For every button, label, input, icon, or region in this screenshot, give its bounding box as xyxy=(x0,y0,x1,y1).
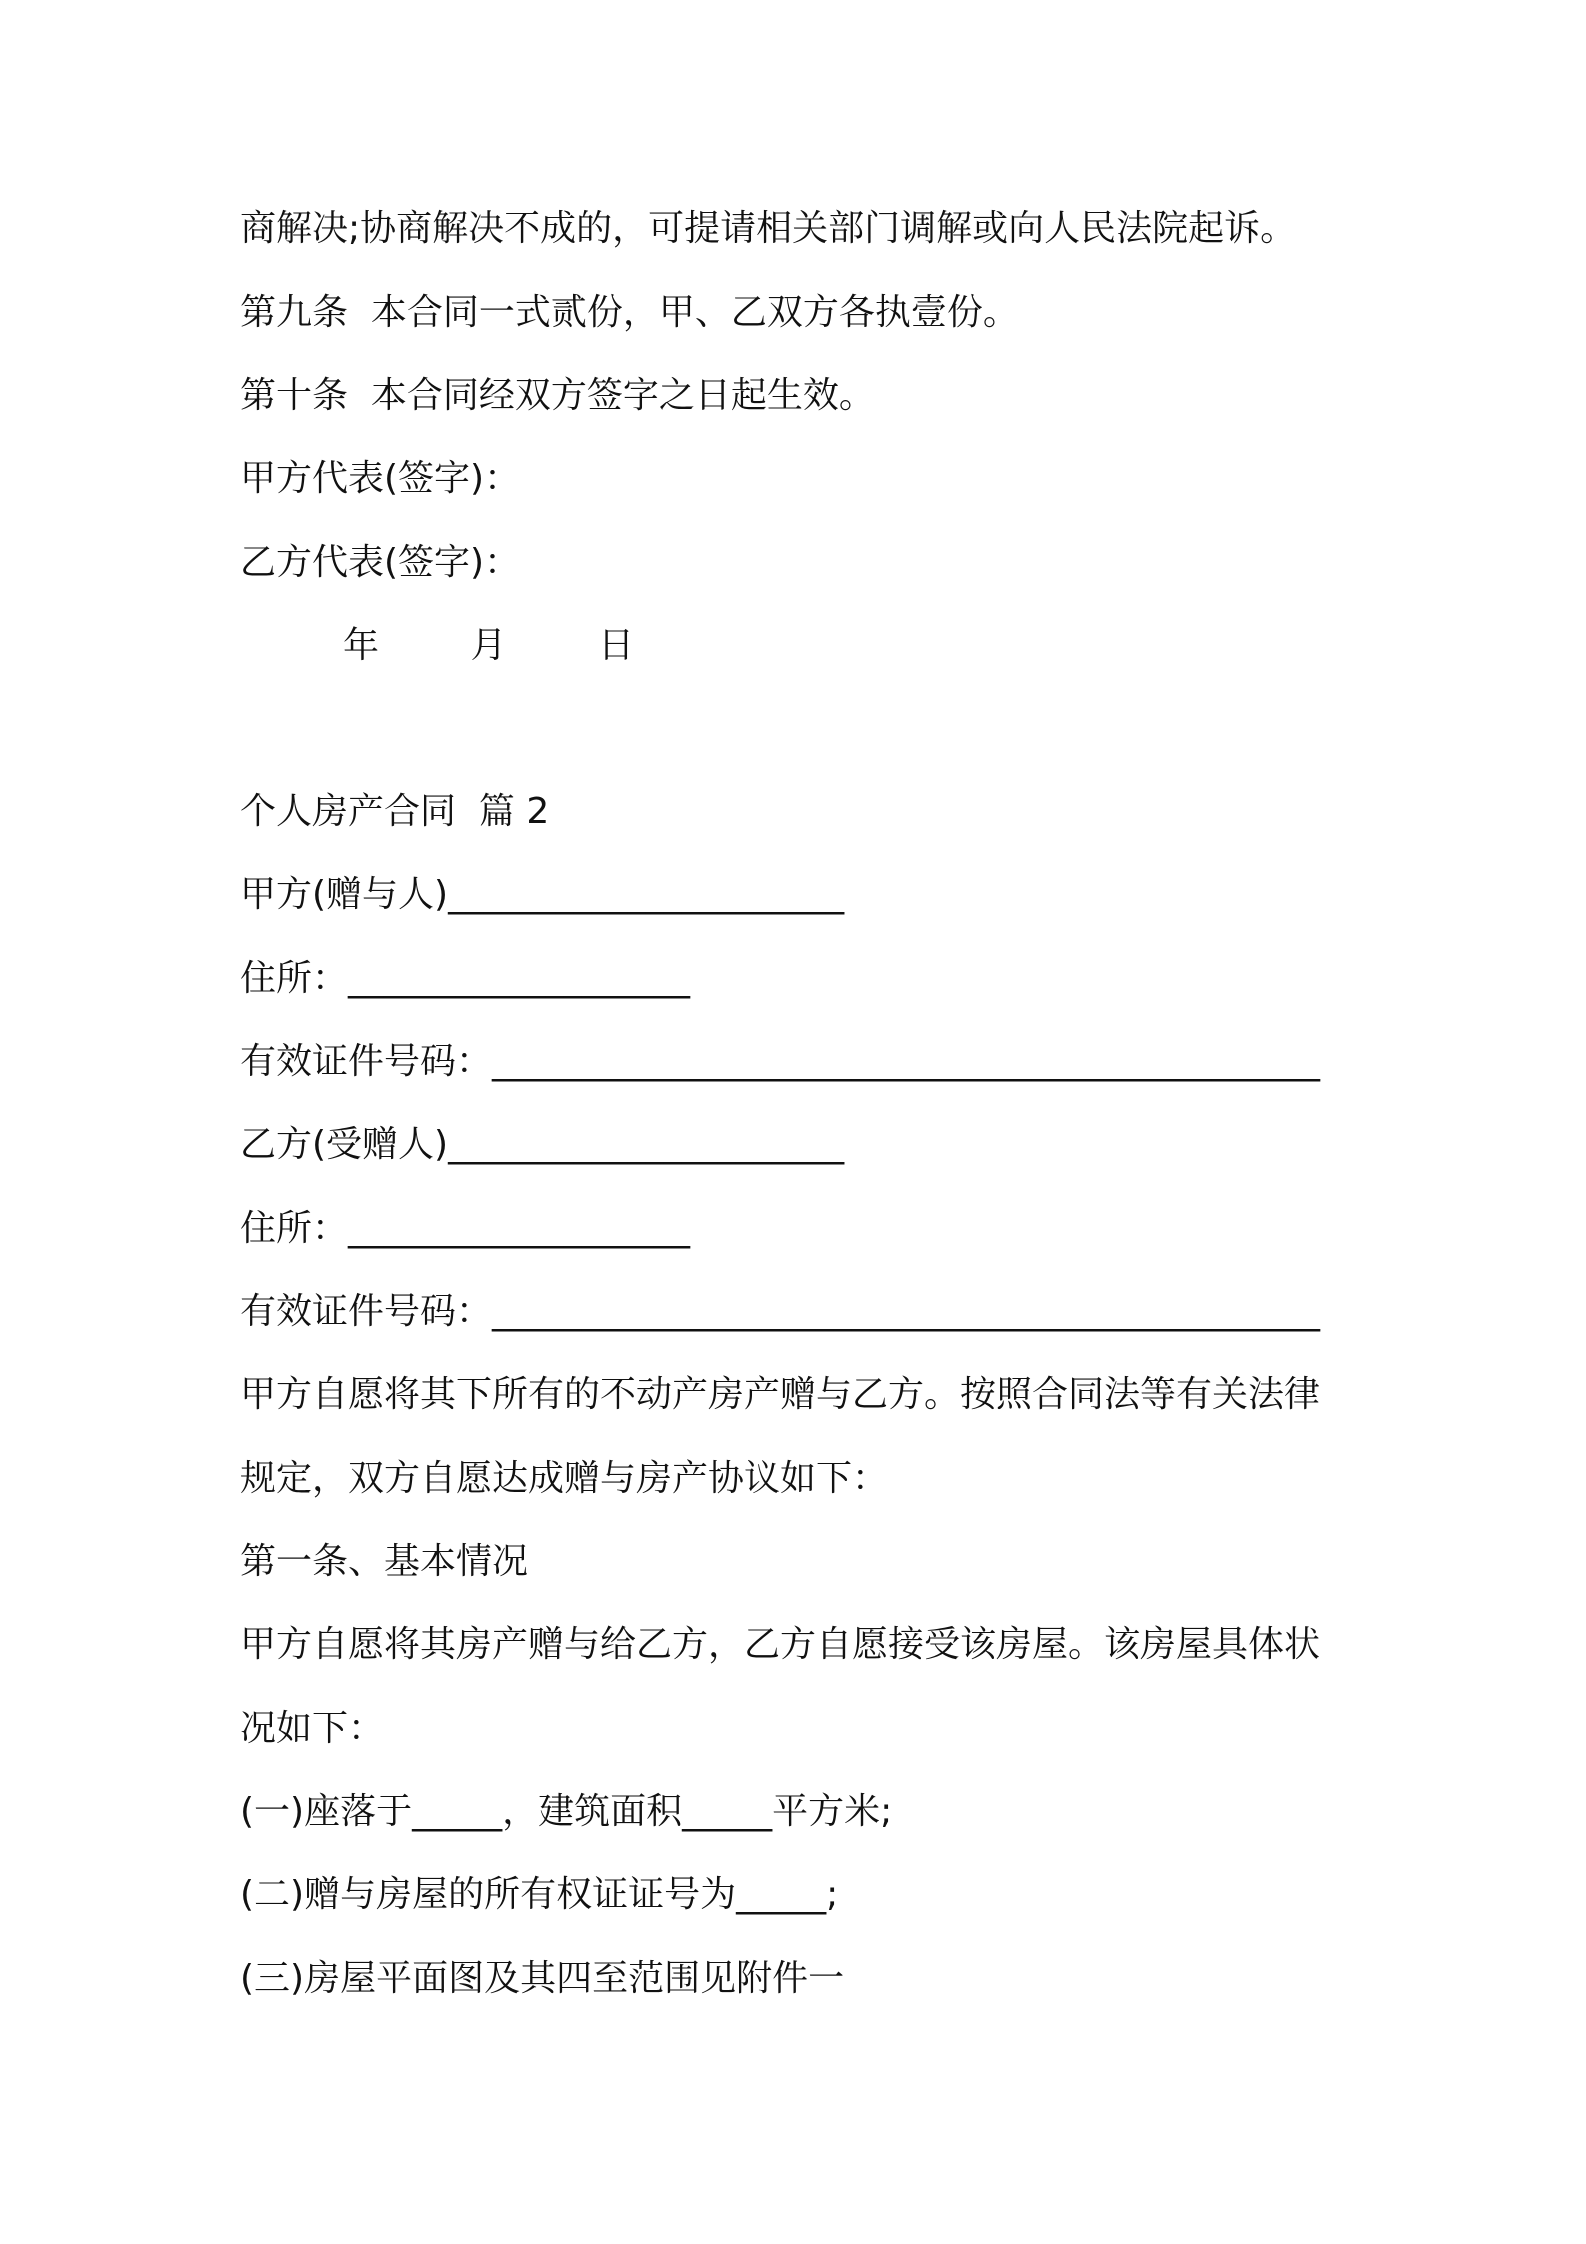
party-b-signature-label: 乙方代表(签字)： xyxy=(240,542,521,583)
item-three-floor-plan: (三)房屋平面图及其四至范围见附件一 xyxy=(240,1958,845,1999)
article-one-heading: 第一条、基本情况 xyxy=(240,1541,529,1582)
party-a-id-field: 有效证件号码：______________________________________________ xyxy=(240,1041,1321,1082)
paragraph-basic-line-2: 况如下： xyxy=(240,1708,385,1749)
article-nine: 第九条 本合同一式贰份，甲、乙双方各执壹份。 xyxy=(240,292,1019,333)
party-a-address-field: 住所：___________________ xyxy=(240,958,691,999)
party-b-donee-field: 乙方(受赠人)______________________ xyxy=(240,1124,845,1165)
party-a-donor-field: 甲方(赠与人)______________________ xyxy=(240,874,845,915)
party-a-signature-label: 甲方代表(签字)： xyxy=(240,458,521,499)
paragraph-dispute-resolution: 商解决;协商解决不成的，可提请相关部门调解或向人民法院起诉。 xyxy=(240,208,1297,249)
paragraph-intro-line-2: 规定，双方自愿达成赠与房产协议如下： xyxy=(240,1458,889,1499)
item-two-certificate: (二)赠与房屋的所有权证证号为_____; xyxy=(240,1874,839,1915)
party-b-address-field: 住所：___________________ xyxy=(240,1208,691,1249)
section-title: 个人房产合同 篇 2 xyxy=(240,791,550,832)
date-line: 年 月 日 xyxy=(240,625,635,666)
paragraph-basic-line-1: 甲方自愿将其房产赠与给乙方，乙方自愿接受该房屋。该房屋具体状 xyxy=(240,1624,1321,1665)
party-b-id-field: 有效证件号码：______________________________________________ xyxy=(240,1291,1321,1332)
item-one-location: (一)座落于_____，建筑面积_____平方米; xyxy=(240,1791,893,1832)
article-ten: 第十条 本合同经双方签字之日起生效。 xyxy=(240,375,875,416)
paragraph-intro-line-1: 甲方自愿将其下所有的不动产房产赠与乙方。按照合同法等有关法律 xyxy=(240,1374,1321,1415)
